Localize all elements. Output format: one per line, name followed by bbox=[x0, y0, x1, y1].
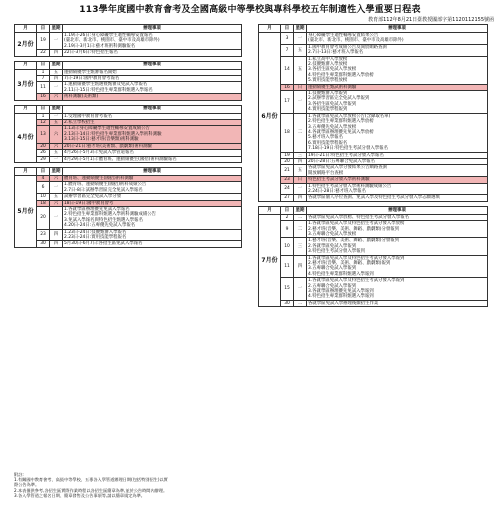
table-header-row bbox=[259, 25, 488, 33]
event-line: 4.特色招生專業群科甄選入學報到 bbox=[308, 271, 374, 277]
event-cell bbox=[307, 56, 488, 84]
month-table bbox=[14, 167, 242, 248]
month-label: 2月份 bbox=[15, 33, 37, 57]
day-cell: 20 bbox=[37, 143, 50, 149]
event-line: 4.20日-24日:五專優先免試入學報名 bbox=[64, 223, 136, 229]
event-line: 2.技優甄審入學放榜 bbox=[308, 62, 348, 68]
schedule-row bbox=[259, 221, 488, 238]
header-month: 月 bbox=[15, 61, 37, 69]
weekday-cell: 五 bbox=[294, 56, 307, 84]
header-day: 日 bbox=[37, 105, 50, 113]
weekday-cell: 三 bbox=[294, 238, 307, 255]
weekday-cell: 一 bbox=[50, 156, 63, 162]
event-cell bbox=[307, 238, 488, 255]
weekday-cell: 六 bbox=[50, 175, 63, 181]
day-cell: 17 bbox=[281, 91, 294, 114]
event-line: 1.國中教育會考成績公告及開放網路查詢 bbox=[308, 44, 387, 50]
day-cell: 11 bbox=[37, 82, 50, 94]
weekday-cell: 三 bbox=[294, 152, 307, 158]
header-event: 辦理事項 bbox=[63, 25, 242, 33]
event-line: 18日-19日:國中教育會考 bbox=[64, 200, 114, 206]
event-line: 2.試辦學習區完全免試入學報到 bbox=[308, 96, 370, 102]
note-line: 1.有關國中教育會考、高級中等學校、五專各入學管道辦理日期(包括特別招生)以實 bbox=[14, 477, 168, 483]
event-line: 2.24日-28日:藝才班入學報名 bbox=[308, 188, 366, 194]
event-line: 2.私立學校招生 bbox=[64, 120, 95, 126]
weekday-cell: 一 bbox=[294, 33, 307, 45]
schedule-row bbox=[259, 91, 488, 114]
event-line: 試辦學習區完全免試入學分發 bbox=[64, 194, 122, 200]
event-line: 1.運動績優學生甄選暨甄審及免試入學報名 bbox=[64, 82, 148, 88]
event-line: 1.13日:身心障礙學生適性輔導安置成績公告 bbox=[64, 126, 150, 132]
schedule-row bbox=[259, 165, 488, 177]
event-line: 19日-21日:特色招生考試分發入學報名 bbox=[308, 152, 384, 158]
event-line: 2.13日-14日:特色招生專業群科甄選入學術科測驗 bbox=[64, 131, 162, 137]
schedule-row bbox=[259, 195, 488, 201]
event-line: 2.特色招生專業群科甄選入學術科測驗成績公告 bbox=[64, 212, 157, 218]
event-line: 1.技優甄審入學報到 bbox=[308, 91, 348, 97]
weekday-cell: 五 bbox=[50, 194, 63, 200]
header-day: 日 bbox=[37, 61, 50, 69]
event-cell bbox=[63, 94, 242, 100]
day-cell: 16 bbox=[281, 84, 294, 90]
day-cell: 7 bbox=[37, 76, 50, 82]
day-cell: 1 bbox=[37, 69, 50, 75]
table-header-row bbox=[15, 167, 242, 175]
event-line: 1.各就學區免試入學及特色招生考試分發入學報到 bbox=[308, 255, 405, 261]
event-line: 2.7日-8日:試辦學習區完全免試入學報名 bbox=[64, 187, 143, 193]
weekday-cell: 一 bbox=[294, 183, 307, 195]
day-cell: 10 bbox=[281, 238, 294, 255]
weekday-cell: 四 bbox=[50, 241, 63, 247]
event-line: 運動績優生甄試術科測驗 bbox=[308, 84, 357, 90]
event-line: 3.免試入學報名與特色招生甄選入學報名 bbox=[64, 217, 143, 223]
header-weekday: 星期 bbox=[50, 105, 63, 113]
day-cell: 16 bbox=[37, 94, 50, 100]
day-cell: 19 bbox=[37, 33, 50, 50]
weekday-cell: 二 bbox=[294, 300, 307, 306]
header-weekday: 星期 bbox=[50, 25, 63, 33]
schedule-row bbox=[15, 33, 242, 50]
event-line: 體育班、運動績優生(國招)術科測驗 bbox=[64, 175, 134, 181]
schedule-row bbox=[259, 56, 488, 84]
header-month: 月 bbox=[259, 25, 281, 33]
schedule-row bbox=[259, 255, 488, 278]
schedule-row bbox=[15, 241, 242, 247]
month-table bbox=[258, 206, 488, 308]
weekday-cell: 日 bbox=[294, 177, 307, 183]
day-cell: 3 bbox=[281, 33, 294, 45]
event-line: 1.19日-26日:身心障礙學生適性輔導安置報名 bbox=[64, 33, 153, 38]
note-line: 3.各入學管道之報名日期、簡章發售及公告事項等,請以簡章規定為準。 bbox=[14, 492, 145, 498]
day-cell: 24 bbox=[281, 183, 294, 195]
day-cell: 20 bbox=[281, 158, 294, 164]
event-cell bbox=[307, 165, 488, 177]
event-line: 1.私立高中入學放榜 bbox=[308, 56, 348, 62]
event-line: 各就學區免試入學放榜、特色招生考試分發入學報名 bbox=[308, 214, 409, 220]
event-line: 6.實用技能學程報名 bbox=[308, 140, 348, 146]
header-month: 月 bbox=[15, 25, 37, 33]
event-line: 各就學區免試入學分發結果公告網路查詢 bbox=[308, 165, 388, 171]
note-line: 附註: bbox=[14, 472, 24, 477]
event-line: 各就學區免試入學辦理後續招生作業 bbox=[308, 300, 379, 306]
schedule-row bbox=[15, 182, 242, 194]
schedule-row bbox=[15, 229, 242, 241]
weekday-cell: 四 bbox=[50, 229, 63, 241]
day-cell: 1 bbox=[37, 113, 50, 119]
weekday-cell: 六 bbox=[50, 143, 63, 149]
weekday-cell: 四 bbox=[294, 195, 307, 201]
day-cell: 7 bbox=[281, 44, 294, 56]
weekday-cell: 二 bbox=[294, 221, 307, 238]
weekday-cell: 一 bbox=[294, 91, 307, 114]
header-event: 辦理事項 bbox=[63, 61, 242, 69]
schedule-row bbox=[259, 183, 488, 195]
note-line: 2.本表僅供參考,各招生區實際作業時程以各招生區簡章為準,並於公告時間內辦理。 bbox=[14, 487, 168, 493]
event-cell bbox=[307, 44, 488, 56]
day-cell: 19 bbox=[281, 152, 294, 158]
event-line: 7日-19日:國中教育會考報名 bbox=[64, 76, 120, 82]
month-table bbox=[14, 61, 242, 101]
schedule-row bbox=[259, 300, 488, 306]
schedule-row bbox=[259, 113, 488, 152]
month-label: 3月份 bbox=[15, 69, 37, 100]
event-line: 2.特色招生專業群科甄選入學放榜 bbox=[308, 119, 374, 125]
event-line: 2.7日-13日:藝才班入學報名 bbox=[308, 50, 364, 56]
event-line: 20日-21日:藝才班(美術類、戲劇類)術科測驗 bbox=[64, 143, 152, 149]
day-cell: 20 bbox=[37, 206, 50, 229]
event-cell bbox=[63, 156, 242, 162]
right-column bbox=[258, 24, 488, 311]
day-cell: 12 bbox=[37, 120, 50, 126]
month-table bbox=[14, 24, 242, 57]
event-line: 1.各就學區免試入學及特色招生考試分發入學放榜 bbox=[308, 221, 405, 227]
event-line: 1.藝才班(音樂、美術、舞蹈、戲劇類)分發報到 bbox=[308, 238, 400, 244]
day-cell: 13 bbox=[37, 126, 50, 143]
header-month: 月 bbox=[259, 206, 281, 214]
event-line: 1.各就學區免試入學放榜公告(含錄取名單) bbox=[308, 113, 391, 119]
day-cell: 18 bbox=[37, 200, 50, 206]
event-cell bbox=[307, 91, 488, 114]
event-cell bbox=[307, 113, 488, 152]
event-cell bbox=[63, 229, 242, 241]
header-event: 辦理事項 bbox=[307, 25, 488, 33]
weekday-cell: 五 bbox=[294, 44, 307, 56]
month-label: 7月份 bbox=[259, 214, 281, 307]
event-line: 4.特色招生專業群科甄選入學報到 bbox=[308, 294, 374, 300]
event-cell bbox=[63, 33, 242, 50]
event-line: 2.藝才班(音樂、美術、舞蹈、戲劇類)分發報到 bbox=[308, 226, 400, 232]
header-weekday: 星期 bbox=[50, 167, 63, 175]
header-weekday: 星期 bbox=[294, 25, 307, 33]
month-label: 6月份 bbox=[259, 33, 281, 202]
table-header-row bbox=[259, 206, 488, 214]
header-event: 辦理事項 bbox=[307, 206, 488, 214]
table-header-row bbox=[15, 105, 242, 113]
event-line: 3.五專聯合免試入學報到 bbox=[308, 266, 357, 272]
header-weekday: 星期 bbox=[294, 206, 307, 214]
event-line: 1.23日-24日:技優甄審入學報名 bbox=[64, 229, 127, 235]
event-cell bbox=[63, 82, 242, 94]
header-day: 日 bbox=[37, 167, 50, 175]
header-day: 日 bbox=[37, 25, 50, 33]
weekday-cell: 一 bbox=[50, 182, 63, 194]
page-title: 113學年度國中教育會考及全國高級中等學校與專科學校五年制適性入學重要日程表 bbox=[79, 5, 421, 15]
table-header-row bbox=[15, 25, 242, 33]
weekday-cell: 四 bbox=[294, 158, 307, 164]
month-table bbox=[14, 105, 242, 163]
weekday-cell: 六 bbox=[50, 94, 63, 100]
table-header-row bbox=[15, 61, 242, 69]
schedule-row bbox=[259, 33, 488, 45]
header-event: 辦理事項 bbox=[63, 105, 242, 113]
event-line: 術科測驗(美術類) bbox=[64, 94, 99, 100]
weekday-cell: 四 bbox=[50, 76, 63, 82]
schedule-row bbox=[15, 206, 242, 229]
event-line: 7.18日-19日:特色招生考試分發入學報名 bbox=[308, 146, 388, 152]
event-cell bbox=[63, 206, 242, 229]
event-line: (臺北市、新北市、桃園市、臺中市及高雄市除外) bbox=[308, 38, 404, 44]
weekday-cell: 一 bbox=[50, 206, 63, 229]
weekday-cell: 四 bbox=[50, 50, 63, 56]
event-line: 4月29日-5月1日:體育班、運動績優生(國招)術科測驗報名 bbox=[64, 156, 177, 162]
day-cell: 27 bbox=[281, 195, 294, 201]
event-cell bbox=[63, 50, 242, 56]
schedule-row bbox=[259, 278, 488, 301]
event-cell bbox=[307, 300, 488, 306]
event-cell bbox=[307, 221, 488, 238]
event-line: 1.各就學區辦理優先免試入學報名 bbox=[64, 206, 130, 212]
event-line: 各就學區個人序位查詢、免試入學及特色招生考試分發入學志願選填 bbox=[308, 195, 440, 201]
event-cell bbox=[307, 33, 488, 45]
header-day: 日 bbox=[281, 206, 294, 214]
day-cell: 11 bbox=[281, 255, 294, 278]
event-line: 1.特色招生考試分發入學術科測驗成績公告 bbox=[308, 183, 392, 189]
weekday-cell: 二 bbox=[294, 113, 307, 152]
weekday-cell: 一 bbox=[50, 33, 63, 50]
schedule-row bbox=[15, 82, 242, 94]
schedule-row bbox=[15, 156, 242, 162]
event-line: 3.五專優先免試入學放榜 bbox=[308, 124, 357, 130]
day-cell: 2 bbox=[281, 214, 294, 220]
day-cell: 14 bbox=[281, 56, 294, 84]
month-label: 5月份 bbox=[15, 175, 37, 247]
event-line: 4.特色招生專業群科甄選入學放榜 bbox=[308, 72, 374, 78]
event-line: 5.藝才班入學報名 bbox=[308, 135, 343, 141]
event-line: 1.受理國中教育會考報名 bbox=[64, 113, 113, 119]
day-cell: 30 bbox=[37, 241, 50, 247]
day-cell: 15 bbox=[281, 278, 294, 301]
left-column bbox=[14, 24, 242, 252]
day-cell: 10 bbox=[37, 194, 50, 200]
day-cell: 23 bbox=[37, 229, 50, 241]
weekday-cell: 一 bbox=[294, 278, 307, 301]
note-line: 際公告為準。 bbox=[14, 482, 40, 488]
schedule-row bbox=[259, 44, 488, 56]
schedule-row bbox=[15, 94, 242, 100]
event-line: 5.實用技能學程放榜 bbox=[308, 78, 348, 84]
event-line: 4月26日-5月3日:免試入學管道報名 bbox=[64, 150, 134, 156]
weekday-cell: 五 bbox=[294, 165, 307, 177]
weekday-cell: 六 bbox=[50, 126, 63, 143]
event-line: 3.13日-15日:藝才班(音樂類)術科測驗 bbox=[64, 137, 139, 143]
day-cell: 30 bbox=[281, 300, 294, 306]
schedule-row bbox=[15, 50, 242, 56]
event-line: 3.各就學區辦理優先免試入學報到 bbox=[308, 289, 374, 295]
event-line: 身心障礙學生適性輔導安置結果公告 bbox=[308, 33, 379, 38]
event-line: 2.11日-15日:特色招生專業群科甄選入學報名 bbox=[64, 87, 153, 93]
schedule-row bbox=[259, 238, 488, 255]
event-cell bbox=[307, 195, 488, 201]
event-line: 1.體育班、運動績優生(國招)術科成績公告 bbox=[64, 182, 147, 188]
event-line: 4.實用技能學程報到 bbox=[308, 107, 348, 113]
day-cell: 18 bbox=[281, 113, 294, 152]
event-line: 2.19日-3月1日:藝才班術科測驗報名 bbox=[64, 43, 136, 49]
header-event: 辦理事項 bbox=[63, 167, 242, 175]
event-line: 運動績優學生甄審報名開始 bbox=[64, 69, 117, 75]
weekday-cell: 一 bbox=[50, 82, 63, 94]
event-line: 3.各招生區免試入學報到 bbox=[308, 101, 357, 107]
schedule-row bbox=[15, 126, 242, 143]
weekday-cell: 五 bbox=[50, 69, 63, 75]
event-line: 2.五專聯合免試入學報到 bbox=[308, 283, 357, 289]
event-line: 2.23日-24日:實用技能學程報名 bbox=[64, 234, 127, 240]
day-cell: 22 bbox=[37, 50, 50, 56]
weekday-cell: 四 bbox=[294, 255, 307, 278]
header-day: 日 bbox=[281, 25, 294, 33]
day-cell: 6 bbox=[37, 182, 50, 194]
footnotes bbox=[14, 472, 242, 498]
month-table bbox=[258, 24, 488, 202]
day-cell: 4 bbox=[37, 175, 50, 181]
weekday-cell: 五 bbox=[50, 150, 63, 156]
event-cell bbox=[63, 241, 242, 247]
weekday-cell: 二 bbox=[294, 214, 307, 220]
day-cell: 21 bbox=[281, 165, 294, 177]
event-line: 2.各就學區免試入學報到 bbox=[308, 243, 357, 249]
day-cell: 23 bbox=[281, 177, 294, 183]
weekday-cell: 六 bbox=[50, 200, 63, 206]
event-line: 5月30日-6月7日:各招生區免試入學報名 bbox=[64, 241, 143, 247]
event-line: 開放網路平台查榜 bbox=[308, 170, 344, 176]
day-cell: 26 bbox=[37, 150, 50, 156]
event-line: 3.特色招生考試分發入學報到 bbox=[308, 249, 365, 255]
event-cell bbox=[307, 255, 488, 278]
event-line: (臺北市、新北市、桃園市、臺中市及高雄市除外) bbox=[64, 38, 160, 44]
event-line: 特色招生考試分發入學術科測驗 bbox=[308, 177, 370, 183]
document-reference: 教育部112年8月21日臺教授國部字第1120112155號函 bbox=[368, 17, 494, 23]
day-cell: 9 bbox=[281, 221, 294, 238]
event-line: 3.五專聯合免試入學放榜 bbox=[308, 232, 357, 237]
event-line: 2.藝才班(音樂、美術、舞蹈、戲劇類)報到 bbox=[308, 261, 391, 267]
event-cell bbox=[63, 182, 242, 194]
event-cell bbox=[63, 126, 242, 143]
day-cell: 29 bbox=[37, 156, 50, 162]
event-line: 22日-3月6日:特色招生報名 bbox=[64, 50, 118, 56]
event-cell bbox=[307, 278, 488, 301]
header-weekday: 星期 bbox=[50, 61, 63, 69]
event-line: 4.各就學區辦理優先免試入學放榜 bbox=[308, 129, 374, 135]
event-cell bbox=[307, 183, 488, 195]
header-month: 月 bbox=[15, 167, 37, 175]
event-line: 20日-28日:五專聯合免試入學報名 bbox=[308, 158, 375, 164]
weekday-cell: 一 bbox=[50, 113, 63, 119]
weekday-cell: 日 bbox=[294, 84, 307, 90]
event-line: 3.各招生區免試入學放榜 bbox=[308, 67, 357, 73]
header-month: 月 bbox=[15, 105, 37, 113]
event-line: 1.各就學區免試入學及特色招生考試分發入學報到 bbox=[308, 278, 405, 284]
month-label: 4月份 bbox=[15, 113, 37, 162]
weekday-cell: 五 bbox=[50, 120, 63, 126]
